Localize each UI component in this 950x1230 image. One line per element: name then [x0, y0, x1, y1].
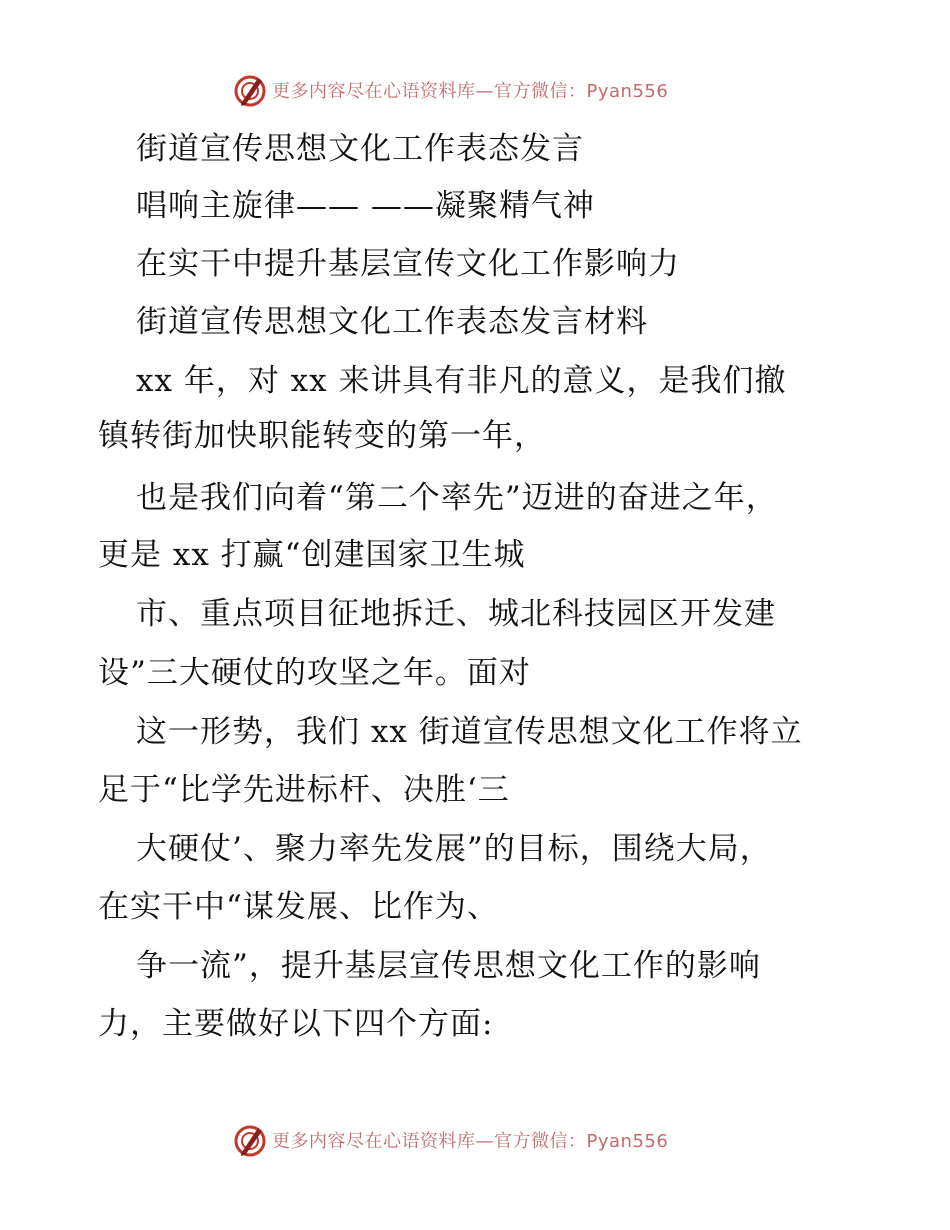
- paragraph-line: 力，主要做好以下四个方面:: [98, 1006, 494, 1042]
- paragraph-line: 这一形势，我们 xx 街道宣传思想文化工作将立: [136, 714, 803, 750]
- paragraph-line: xx 年，对 xx 来讲具有非凡的意义，是我们撤: [136, 363, 787, 399]
- doc-title: 街道宣传思想文化工作表态发言: [136, 131, 584, 167]
- paragraph-line: 足于“比学先进标杆、决胜‘三: [98, 772, 510, 808]
- doc-heading: 在实干中提升基层宣传文化工作影响力: [136, 246, 680, 282]
- pen-logo-icon: [232, 72, 268, 108]
- doc-subtitle: 唱响主旋律—— ——凝聚精气神: [136, 188, 595, 224]
- paragraph-line: 镇转街加快职能转变的第一年，: [98, 418, 546, 454]
- header-banner: [232, 72, 668, 108]
- paragraph-line: 市、重点项目征地拆迁、城北科技园区开发建: [136, 596, 776, 632]
- paragraph-line: 在实干中“谋发展、比作为、: [98, 889, 499, 925]
- footer-banner: [232, 1122, 668, 1158]
- pen-logo-icon: [232, 1122, 268, 1158]
- paragraph-line: 争一流”，提升基层宣传思想文化工作的影响: [136, 948, 761, 984]
- header-banner-text: 更多内容尽在心语资料库—官方微信：Pyan556: [272, 81, 669, 102]
- paragraph-line: 设”三大硬仗的攻坚之年。面对: [98, 655, 531, 691]
- doc-heading-material: 街道宣传思想文化工作表态发言材料: [136, 304, 648, 340]
- paragraph-line: 更是 xx 打赢“创建国家卫生城: [98, 537, 526, 573]
- footer-banner-text: 更多内容尽在心语资料库—官方微信：Pyan556: [272, 1131, 669, 1152]
- paragraph-line: 也是我们向着“第二个率先”迈进的奋进之年，: [136, 480, 778, 516]
- paragraph-line: 大硬仗’、聚力率先发展”的目标，围绕大局，: [136, 831, 772, 867]
